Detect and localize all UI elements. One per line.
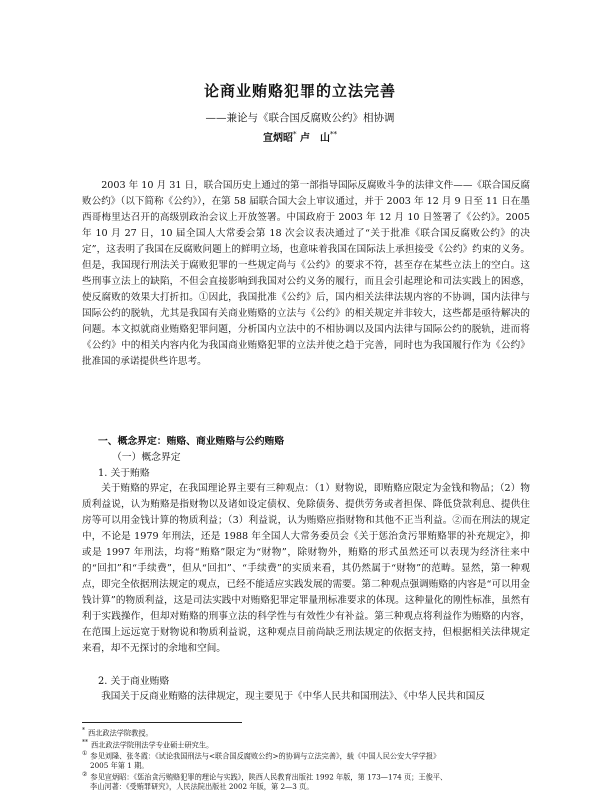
footnotes — [82, 726, 530, 791]
footnote-mark: ** — [82, 738, 88, 746]
footnote-text: 参见刘隆、张冬霞：《试论我国刑法与<联合国反腐败公约>的协调与立法完善》，载《中国人民公安大学学报》 — [90, 751, 441, 761]
footnote-text: 西北政法学院教授。 — [88, 728, 153, 738]
author-footnote-mark: ** — [329, 130, 337, 139]
article-title: 论商业贿赂犯罪的立法完善 — [203, 82, 396, 100]
footnote-text: 参见宣炳昭：《惩治贪污贿赂犯罪的理论与实践》，陕西人民教育出版社 1992 年版，第 173—174 页；王俊平、 — [90, 772, 448, 782]
footnote — [82, 749, 530, 761]
section-heading: 一、概念界定：贿赂、商业贿赂与公约贿赂 — [98, 436, 285, 447]
footnote-mark: ① — [82, 750, 88, 758]
author-name: 卢 山 — [299, 133, 330, 144]
item-heading: 2. 关于商业贿赂 — [98, 676, 170, 687]
footnote-mark: ② — [82, 770, 88, 778]
item-heading: 1. 关于贿赂 — [98, 468, 150, 479]
footnote-divider — [82, 722, 242, 723]
author-footnote-mark: * — [293, 130, 297, 139]
footnote-mark: * — [82, 727, 85, 734]
bribery-definition-paragraph: 关于贿赂的界定，在我国理论界主要有三种观点：（1）财物说，即贿赂应限定为金钱和物品；（2）物质利益说，认为贿赂是指财物以及诸如设定债权、免除债务、提供劳务或者担保、降低贷款利息、提供住房等可以用金钱计算的物质利益；（3）利益说，认为贿赂应指财物和其他不正当利益。②而在刑法的规定中，不论是 1979 年刑法，还是 1988 年全国人大常务委员会《关于惩治贪污罪贿赂罪的补充规定》，抑或是 1997 年刑法，均将“贿赂”限定为“财物”，除财物外，贿赂的形式虽然还可以表现为经济往来中的“回扣”和“手续费”，但从“回扣”、“手续费”的实质来看，其仍然属于“财物”的范畴。显然，第一种观点，即完全依据刑法规定的观点，已经不能适应实践发展的需要。第二种观点强调贿赂的内容是“可以用金钱计算”的物质利益，这是司法实践中对贿赂犯罪定罪量刑标准要求的体现。这种量化的刚性标准，虽然有利于实践操作，但却对贿赂的刑事立法的科学性与有效性少有补益。第三种观点将利益作为贿赂的内容，在范围上远远宽于财物说和物质利益说，这种观点目前尚缺乏刑法规定的依据支持，但根据相关法律规定来看，却不无探讨的余地和空间。 — [82, 483, 530, 654]
commercial-bribery-paragraph: 我国关于反商业贿赂的法律规定，现主要见于《中华人民共和国刑法》、《中华人民共和国反 — [101, 691, 485, 702]
article-authors — [0, 129, 600, 144]
article-subtitle: ——兼论与《联合国反腐败公约》相协调 — [205, 112, 395, 124]
subsection-heading: （一）概念界定 — [112, 452, 181, 463]
footnote-continuation: 2005 年第 1 期。 — [90, 760, 149, 770]
footnote — [82, 726, 530, 738]
intro-paragraph: 2003 年 10 月 31 日，联合国历史上通过的第一部指导国际反腐败斗争的法律文件——《联合国反腐败公约》（以下简称《公约》），在第 58 届联合国大会上审议通过，并于 2003 年 12 月 9 日至 11 日在墨西哥梅里达召开的高级别政治会议上开放签署。中国政府于 2003 年 12 月 10 日签署了《公约》。2005 年 10 月 27 日，10 届全国人大常委会第 18 次会议表决通过了“关于批准《联合国反腐败公约》的决定”，这表明了我国在反腐败问题上的鲜明立场，也意味着我国在国际法上承担接受《公约》约束的义务。但是，我国现行刑法关于腐败犯罪的一些规定尚与《公约》的要求不符，甚至存在某些立法上的空白。这些刑事立法上的缺陷，不但会直接影响到我国对公约义务的履行，而且会引起理论和司法实践上的困惑，使反腐败的效果大打折扣。①因此，我国批准《公约》后，国内相关法律法规内容的不协调，国内法律与国际公约的脱轨，尤其是我国有关商业贿赂的立法与《公约》的相关规定并非较大，这些都是亟待解决的问题。本文拟就商业贿赂犯罪问题，分析国内立法中的不相协调以及国内法律与国际公约的脱轨，进而将《公约》中的相关内容内化为我国商业贿赂犯罪的立法并使之趋于完善，同时也为我国履行作为《公约》批准国的承诺提供些许思考。 — [82, 180, 530, 367]
footnote-text: 西北政法学院刑法学专业硕士研究生。 — [91, 739, 214, 749]
footnote — [82, 770, 530, 782]
footnote-continuation: 李山河著：《受贿罪研究》，人民法院出版社 2002 年版，第 2—3 页。 — [90, 781, 314, 791]
author-name: 宣炳昭 — [263, 133, 293, 144]
footnote — [82, 738, 530, 750]
